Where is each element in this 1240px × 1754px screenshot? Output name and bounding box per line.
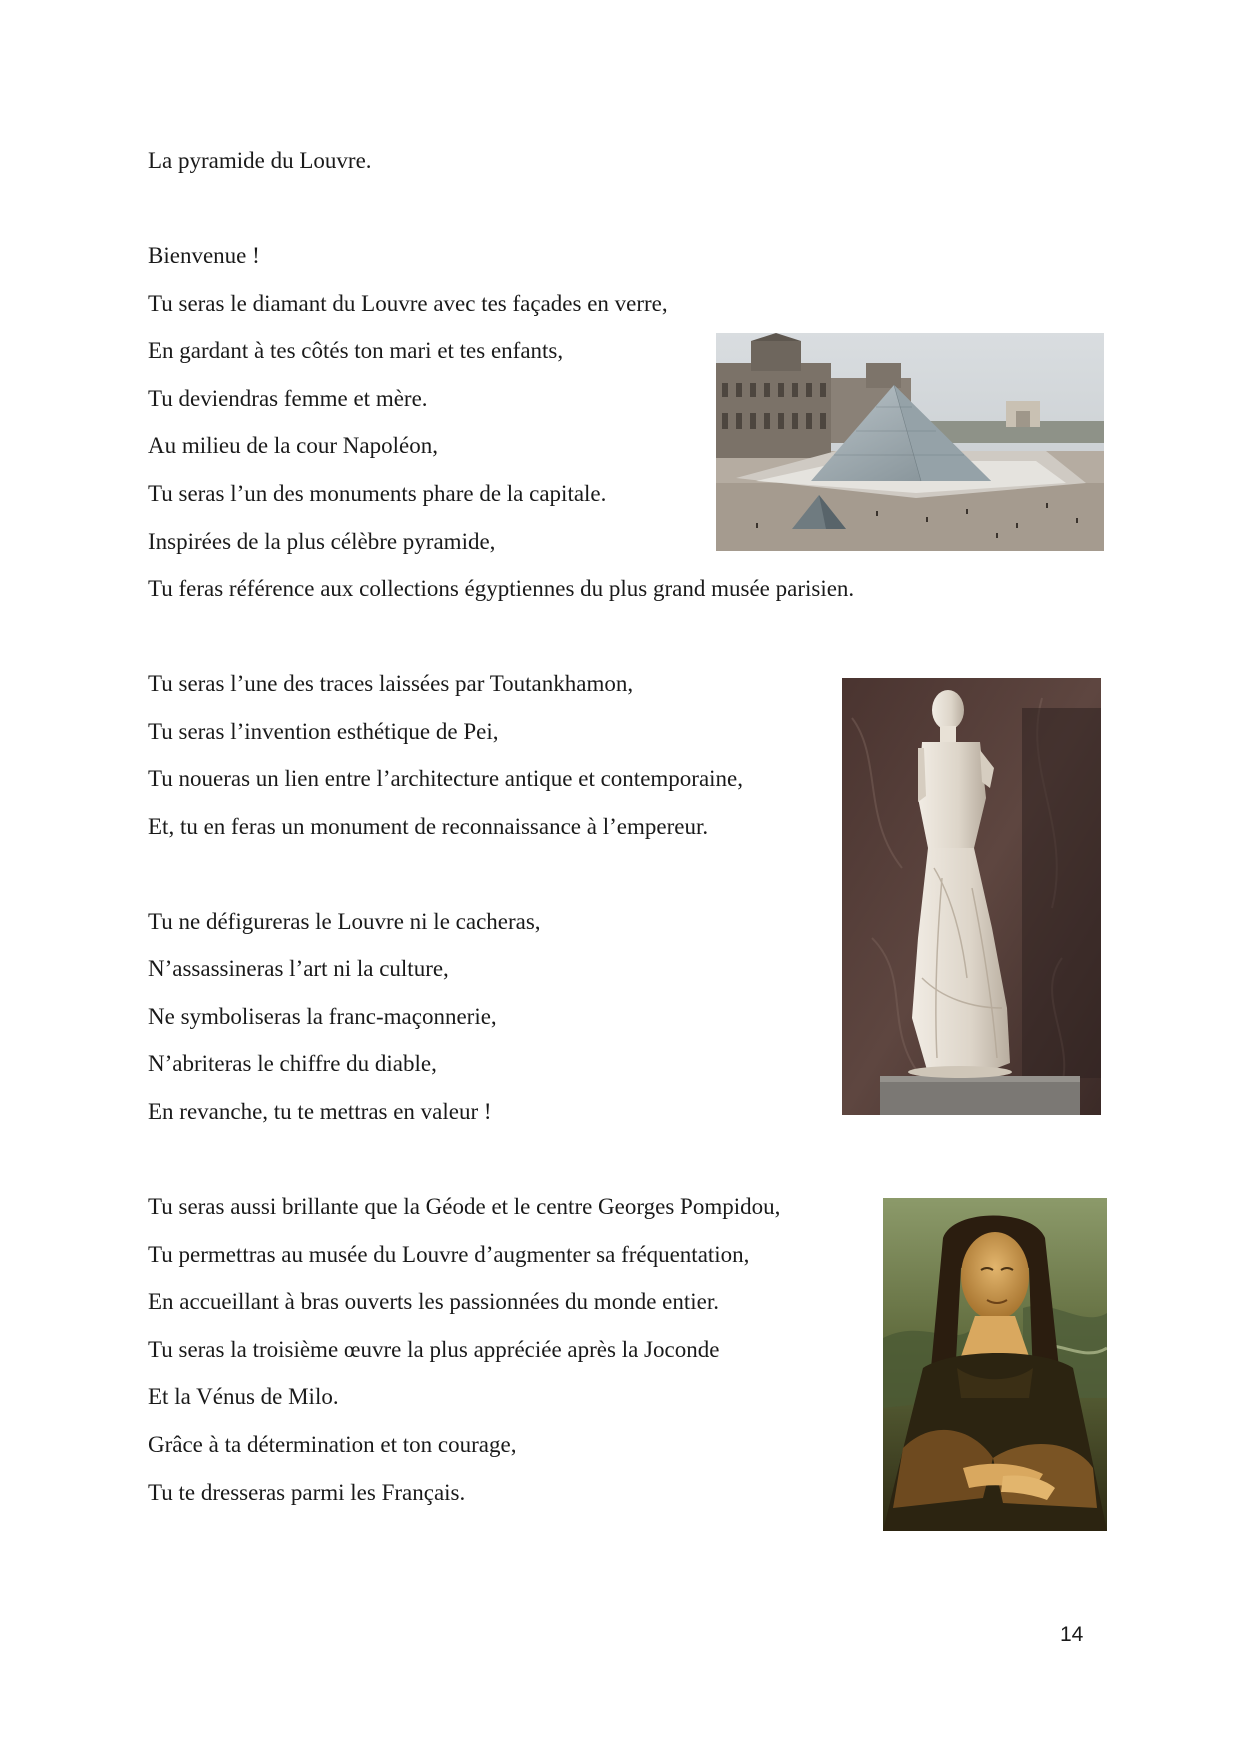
stanza-1-line: En gardant à tes côtés ton mari et tes enfants,	[148, 338, 564, 363]
stanza-4-line: Grâce à ta détermination et ton courage,	[148, 1432, 517, 1457]
stanza-4-line: Tu te dresseras parmi les Français.	[148, 1480, 466, 1505]
stanza-1-line: Tu seras l’un des monuments phare de la capitale.	[148, 481, 607, 506]
stanza-4-line: Et la Vénus de Milo.	[148, 1384, 339, 1409]
stanza-3-line: N’assassineras l’art ni la culture,	[148, 956, 449, 981]
page-number: 14	[1060, 1623, 1084, 1646]
stanza-4-line: Tu seras aussi brillante que la Géode et le centre Georges Pompidou,	[148, 1194, 781, 1219]
stanza-1-line: Tu deviendras femme et mère.	[148, 386, 428, 411]
stanza-3-line: Ne symboliseras la franc-maçonnerie,	[148, 1004, 497, 1029]
stanza-1-line: Bienvenue !	[148, 243, 260, 268]
stanza-2-line: Tu noueras un lien entre l’architecture antique et contemporaine,	[148, 766, 744, 791]
stanza-1-line: Tu seras le diamant du Louvre avec tes façades en verre,	[148, 291, 668, 316]
stanza-2-line: Tu seras l’invention esthétique de Pei,	[148, 719, 499, 744]
louvre-pyramid-photo	[716, 333, 1104, 551]
stanza-3-line: N’abriteras le chiffre du diable,	[148, 1051, 437, 1076]
stanza-3-line: En revanche, tu te mettras en valeur !	[148, 1099, 492, 1124]
stanza-4-line: Tu seras la troisième œuvre la plus appréciée après la Joconde	[148, 1337, 720, 1362]
poem-title: La pyramide du Louvre.	[148, 148, 372, 173]
stanza-2-line: Tu seras l’une des traces laissées par Toutankhamon,	[148, 671, 634, 696]
stanza-1-line: Au milieu de la cour Napoléon,	[148, 433, 438, 458]
stanza-4-line: En accueillant à bras ouverts les passionnées du monde entier.	[148, 1289, 719, 1314]
stanza-1-line: Inspirées de la plus célèbre pyramide,	[148, 529, 496, 554]
mona-lisa-painting	[883, 1198, 1107, 1531]
venus-de-milo-photo	[842, 678, 1101, 1115]
stanza-2-line: Et, tu en feras un monument de reconnaissance à l’empereur.	[148, 814, 709, 839]
stanza-1-line: Tu feras référence aux collections égyptiennes du plus grand musée parisien.	[148, 576, 855, 601]
stanza-3-line: Tu ne défigureras le Louvre ni le cacheras,	[148, 909, 541, 934]
stanza-4-line: Tu permettras au musée du Louvre d’augmenter sa fréquentation,	[148, 1242, 750, 1267]
